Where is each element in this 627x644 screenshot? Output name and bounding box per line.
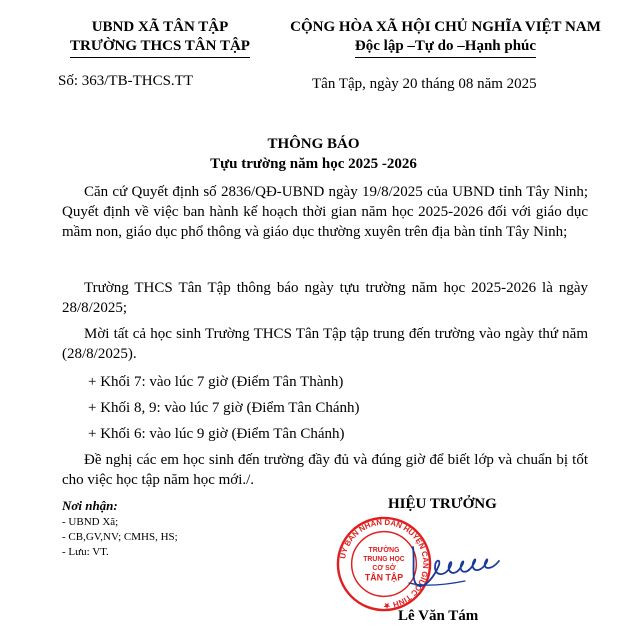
org-line-1: UBND XÃ TÂN TẬP bbox=[91, 19, 229, 35]
signer-title: HIỆU TRƯỞNG bbox=[388, 496, 497, 512]
nation-line-1: CỘNG HÒA XÃ HỘI CHỦ NGHĨA VIỆT NAM bbox=[290, 19, 601, 35]
document-title bbox=[0, 134, 627, 174]
recipient-item: - UBND Xã; bbox=[62, 516, 119, 528]
document-date: Tân Tập, ngày 20 tháng 08 năm 2025 bbox=[312, 76, 537, 92]
svg-text:TRUNG HỌC: TRUNG HỌC bbox=[363, 556, 405, 564]
svg-text:CƠ SỞ: CƠ SỞ bbox=[372, 564, 396, 572]
issuing-organization bbox=[40, 18, 280, 58]
national-motto bbox=[268, 18, 623, 58]
bullet-grade-7: + Khối 7: vào lúc 7 giờ (Điểm Tân Thành) bbox=[88, 374, 344, 390]
title-main: THÔNG BÁO bbox=[267, 136, 360, 152]
paragraph-invitation: Mời tất cả học sinh Trường THCS Tân Tập tập trung đến trường vào ngày thứ năm (28/8/2025). bbox=[62, 326, 588, 362]
paragraph-announcement: Trường THCS Tân Tập thông báo ngày tựu trường năm học 2025-2026 là ngày 28/8/2025; bbox=[62, 280, 588, 316]
svg-text:TRƯỜNG: TRƯỜNG bbox=[368, 547, 400, 555]
paragraph-request: Đề nghị các em học sinh đến trường đầy đủ và đúng giờ để biết lớp và chuẩn bị tốt cho việc học tập năm học mới./. bbox=[62, 452, 588, 488]
svg-text:TÂN TẬP: TÂN TẬP bbox=[364, 572, 404, 583]
org-line-2: TRƯỜNG THCS TÂN TẬP bbox=[70, 37, 250, 58]
recipients-title: Nơi nhận: bbox=[62, 498, 118, 513]
recipient-item: - CB,GV,NV; CMHS, HS; bbox=[62, 531, 178, 543]
svg-text:ỦY BAN NHÂN DÂN HUYỆN CẦN GIUỘ: ỦY BAN NHÂN DÂN HUYỆN CẦN GIUỘC TỈNH ★ bbox=[338, 517, 431, 611]
title-sub: Tựu trường năm học 2025 -2026 bbox=[210, 156, 417, 172]
recipient-item: - Lưu: VT. bbox=[62, 546, 109, 558]
bullet-grade-6: + Khối 6: vào lúc 9 giờ (Điểm Tân Chánh) bbox=[88, 426, 345, 442]
handwritten-signature-icon bbox=[405, 535, 505, 595]
document-number: Số: 363/TB-THCS.TT bbox=[58, 73, 194, 89]
bullet-grade-8-9: + Khối 8, 9: vào lúc 7 giờ (Điểm Tân Chánh) bbox=[88, 400, 360, 416]
signer-name: Lê Văn Tám bbox=[398, 608, 479, 624]
nation-line-2: Độc lập –Tự do –Hạnh phúc bbox=[355, 37, 536, 58]
paragraph-legal-basis: Căn cứ Quyết định số 2836/QĐ-UBND ngày 19/8/2025 của UBND tỉnh Tây Ninh; Quyết định về việc ban hành kế hoạch thời gian năm học 2025-2026 đối với giáo dục mầm non, giáo dục phổ thông và giáo dục thường xuyên trên địa bàn tỉnh Tây Ninh; bbox=[62, 184, 588, 240]
recipients-list bbox=[62, 497, 282, 560]
